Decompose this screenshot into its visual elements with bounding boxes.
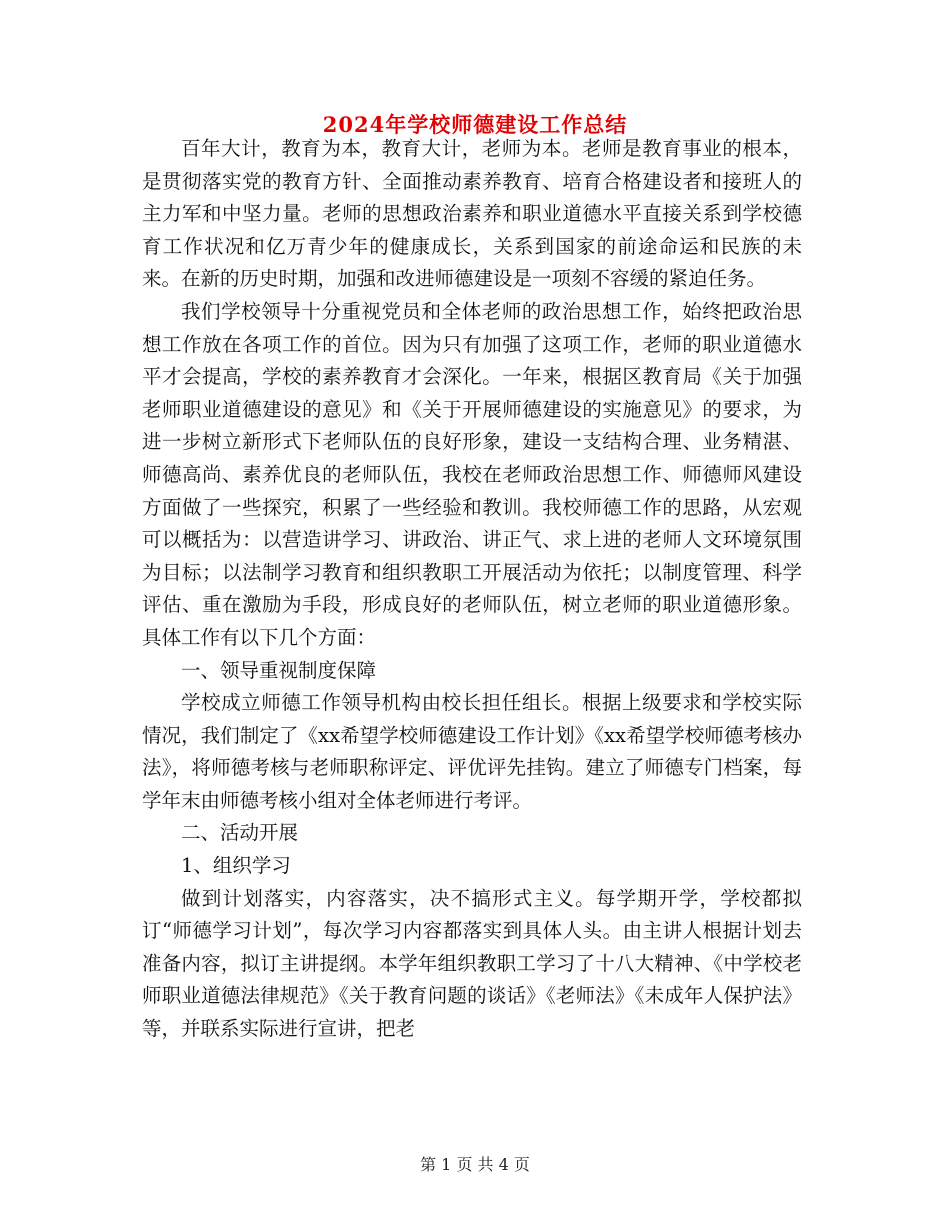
section-heading-activities: 二、活动开展: [181, 821, 299, 845]
page-number-footer: 第 1 页 共 4 页: [420, 1155, 530, 1174]
paragraph-leadership: 学校成立师德工作领导机构由校长担任组长。根据上级要求和学校实际情况，我们制定了《xx希望学校师德建设工作计划》《xx希望学校师德考核办法》，将师德考核与老师职称评定、评优评先挂钩。建立了师德专门档案，每学年末由师德考核小组对全体老师进行考评。: [142, 691, 802, 812]
paragraph-overview: 我们学校领导十分重视党员和全体老师的政治思想工作，始终把政治思想工作放在各项工作的首位。因为只有加强了这项工作，老师的职业道德水平才会提高，学校的素养教育才会深化。一年来，根据区教育局《关于加强老师职业道德建设的意见》和《关于开展师德建设的实施意见》的要求，为进一步树立新形式下老师队伍的良好形象，建设一支结构合理、业务精湛、师德高尚、素养优良的老师队伍，我校在老师政治思想工作、师德师风建设方面做了一些探究，积累了一些经验和教训。我校师德工作的思路，从宏观可以概括为：以营造讲学习、讲政治、讲正气、求上进的老师人文环境氛围为目标；以法制学习教育和组织教职工开展活动为依托；以制度管理、科学评估、重在激励为手段，形成良好的老师队伍，树立老师的职业道德形象。具体工作有以下几个方面：: [142, 299, 802, 649]
paragraph-study: 做到计划落实，内容落实，决不搞形式主义。每学期开学，学校都拟订“师德学习计划”，每次学习内容都落实到具体人头。由主讲人根据计划去准备内容，拟订主讲提纲。本学年组织教职工学习了十八大精神、《中学校老师职业道德法律规范》《关于教育问题的谈话》《老师法》《未成年人保护法》等，并联系实际进行宣讲，把老: [142, 886, 802, 1041]
section-heading-leadership: 一、领导重视制度保障: [181, 658, 377, 682]
document-body: [142, 133, 802, 1046]
subsection-heading-study: 1、组织学习: [181, 854, 291, 878]
paragraph-intro: 百年大计，教育为本，教育大计，老师为本。老师是教育事业的根本，是贯彻落实党的教育方针、全面推动素养教育、培育合格建设者和接班人的主力军和中坚力量。老师的思想政治素养和职业道德水平直接关系到学校德育工作状况和亿万青少年的健康成长，关系到国家的前途命运和民族的未来。在新的历史时期，加强和改进师德建设是一项刻不容缓的紧迫任务。: [142, 137, 802, 291]
document-title: 2024年学校师德建设工作总结: [322, 112, 628, 137]
